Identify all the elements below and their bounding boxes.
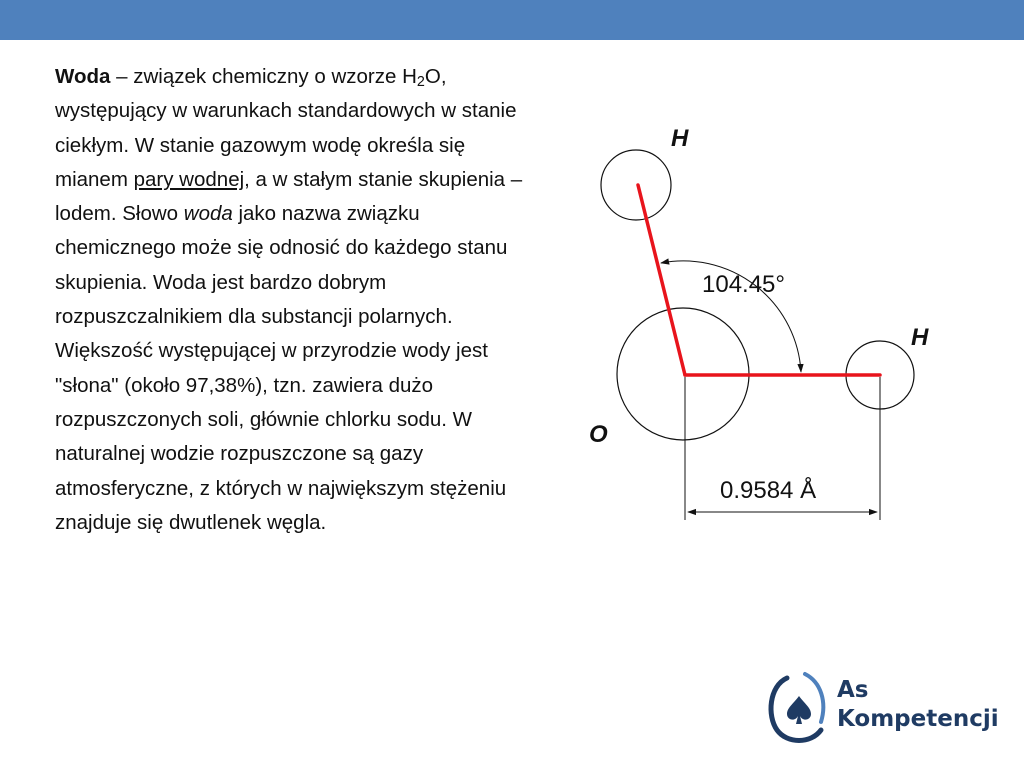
bond-length-label: 0.9584 Å <box>720 477 817 504</box>
italic-word: woda <box>183 202 233 226</box>
label-h-top: H <box>671 125 689 152</box>
link-pary-wodnej[interactable]: pary wodnej <box>133 167 245 191</box>
header-bar <box>0 0 1024 40</box>
title-word: Woda <box>55 65 111 88</box>
article-paragraph: Woda – związek chemiczny o wzorze $H_2O$, występujący w warunkach standardowych w stanie ciekłym. W stanie gazowym wodę określa się mianem pary wodnej, a w stałym stanie skupienia – lodem. Słowo woda jako nazwa związku chemicznego może się odnosić do każdego stanu skupienia. Woda jest bardzo dobrym rozpuszczalnikiem dla substancji polarnych. Większość występującej w przyrodzie wody jest "słona" (około 97,38%), tzn. zawiera dużo rozpuszczonych soli, głównie chlorku sodu. W naturalnej wodzie rozpuszczone są gazy atmosferyczne, z których w największym stężeniu znajduje się dwutlenek węgla. <box>55 65 523 534</box>
bond-o-h-top <box>638 185 685 375</box>
logo-text <box>837 676 999 734</box>
water-molecule-diagram <box>522 115 984 530</box>
logo <box>765 670 1005 750</box>
hydrogen-top-circle <box>601 150 671 220</box>
label-h-right: H <box>911 324 929 351</box>
logo-emblem-icon <box>765 670 831 750</box>
logo-line-1: As <box>837 677 869 703</box>
article-text <box>55 60 530 540</box>
label-o: O <box>589 421 608 448</box>
angle-label: 104.45° <box>702 271 786 298</box>
logo-line-2: Kompetencji <box>837 706 999 732</box>
